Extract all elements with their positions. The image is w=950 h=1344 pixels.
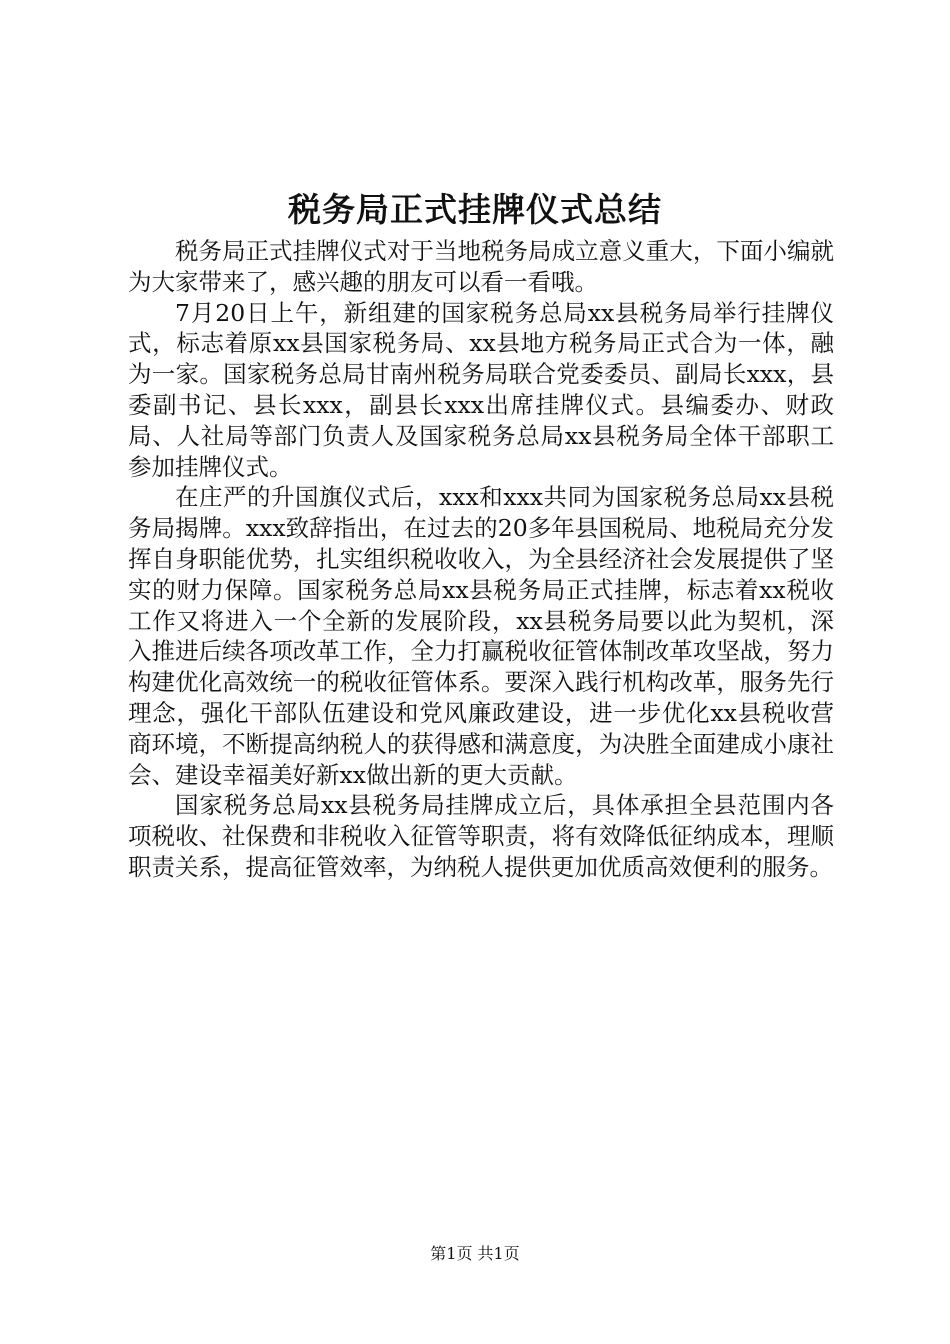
page-number-label: 第1页 共1页 [430, 1244, 520, 1263]
document-body [128, 236, 834, 883]
paragraph-ceremony: 7月20日上午，新组建的国家税务总局xx县税务局举行挂牌仪式，标志着原xx县国家税务局、xx县地方税务局正式合为一体，融为一家。国家税务总局甘南州税务局联合党委委员、副局长xxx，县委副书记、县长xxx，副县长xxx出席挂牌仪式。县编委办、财政局、人社局等部门负责人及国家税务总局xx县税务局全体干部职工参加挂牌仪式。 [128, 298, 834, 481]
paragraph-speech: 在庄严的升国旗仪式后，xxx和xxx共同为国家税务总局xx县税务局揭牌。xxx致辞指出，在过去的20多年县国税局、地税局充分发挥自身职能优势，扎实组织税收收入，为全县经济社会发展提供了坚实的财力保障。国家税务总局xx县税务局正式挂牌，标志着xx税收工作又将进入一个全新的发展阶段，xx县税务局要以此为契机，深入推进后续各项改革工作，全力打赢税收征管体制改革攻坚战，努力构建优化高效统一的税收征管体系。要深入践行机构改革，服务先行理念，强化干部队伍建设和党风廉政建设，进一步优化xx县税收营商环境，不断提高纳税人的获得感和满意度，为决胜全面建成小康社会、建设幸福美好新xx做出新的更大贡献。 [128, 483, 834, 789]
page-footer [0, 1242, 950, 1266]
paragraph-intro: 税务局正式挂牌仪式对于当地税务局成立意义重大，下面小编就为大家带来了，感兴趣的朋友可以看一看哦。 [128, 237, 834, 296]
document-title: 税务局正式挂牌仪式总结 [288, 190, 662, 229]
paragraph-responsibilities: 国家税务总局xx县税务局挂牌成立后，具体承担全县范围内各项税收、社保费和非税收入征管等职责，将有效降低征纳成本，理顺职责关系，提高征管效率，为纳税人提供更加优质高效便利的服务。 [128, 791, 834, 881]
